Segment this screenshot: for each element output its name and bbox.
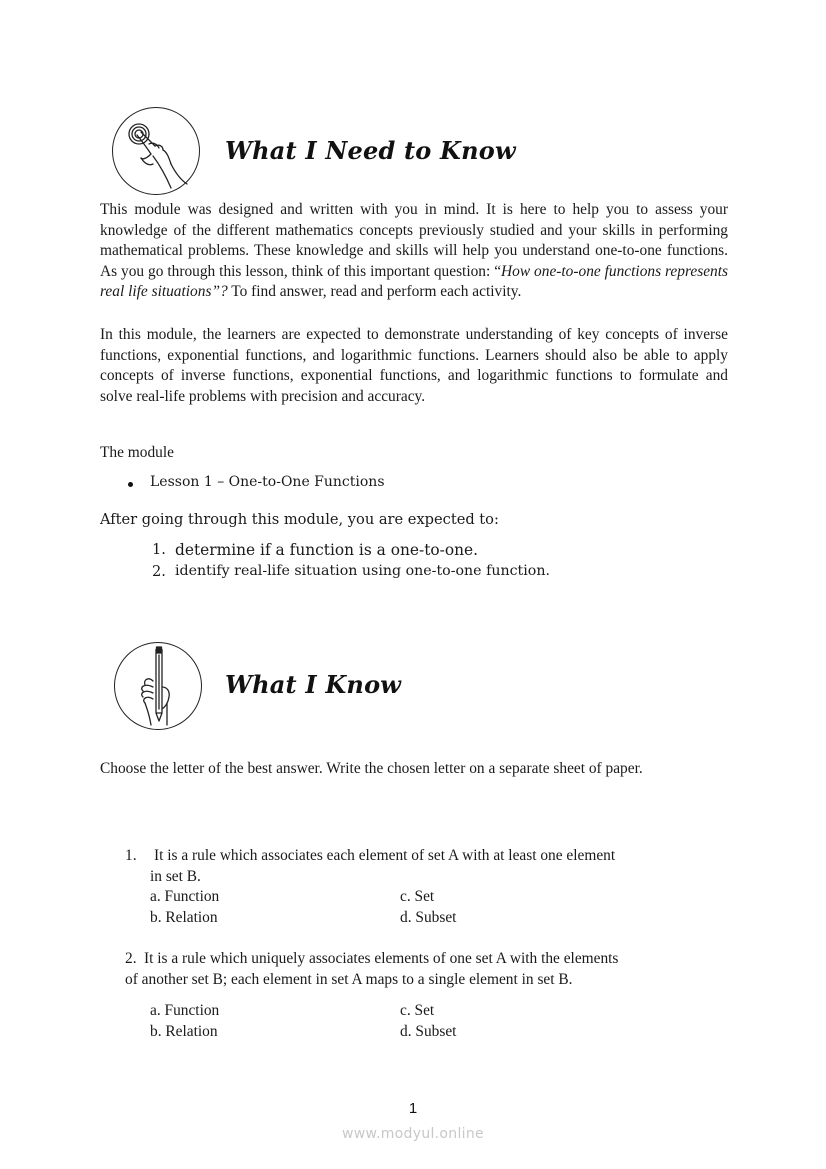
intro-text: This module was designed and written with you in mind. It is here to help you to assess your knowledge of the different mathematics concepts previously studied and your skills in performing mathematical problems. These knowledge and skills will help you understand one-to-one functions. As you go through this lesson, think of this important question: “ — [100, 201, 728, 280]
hand-holding-pencil-icon — [114, 642, 202, 730]
objectives-intro: After going through this module, you are expected to: — [100, 511, 499, 528]
question-number: 2. — [125, 950, 137, 967]
module-label: The module — [100, 444, 174, 461]
choice-d[interactable]: d. Subset — [400, 1023, 457, 1040]
question-text: It is a rule which associates each element of set A with at least one element — [154, 847, 616, 864]
objective-item: identify real-life situation using one-to-one function. — [175, 563, 550, 579]
question-text-cont: of another set B; each element in set A maps to a single element in set B. — [125, 971, 573, 988]
objective-number: 2. — [152, 563, 166, 580]
expectations-paragraph: In this module, the learners are expected to demonstrate understanding of key concepts of inverse functions, exponential functions, and logarithmic functions. Learners should also be able to apply concepts of inverse functions, exponential functions, and logarithmic functions to formulate and solve real-life problems with precision and accuracy. — [100, 326, 728, 405]
choice-d[interactable]: d. Subset — [400, 909, 457, 926]
intro-text-end: To find answer, read and perform each activity. — [227, 283, 522, 301]
objective-number: 1. — [152, 541, 166, 558]
choice-a[interactable]: a. Function — [150, 888, 220, 905]
choice-a[interactable]: a. Function — [150, 1002, 220, 1019]
section-title-what-i-need-to-know: What I Need to Know — [225, 136, 516, 165]
objective-item: determine if a function is a one-to-one. — [175, 541, 479, 559]
instructions-paragraph: Choose the letter of the best answer. Write the chosen letter on a separate sheet of paper. — [100, 760, 643, 777]
question-number: 1. — [125, 847, 137, 864]
watermark: www.modyul.online — [342, 1126, 484, 1142]
key-question: How one-to-one functions represents real life situations”? — [100, 262, 728, 301]
intro-paragraph — [100, 200, 728, 303]
page-number: 1 — [408, 1100, 418, 1117]
hand-pointer-icon — [112, 107, 200, 195]
choice-c[interactable]: c. Set — [400, 888, 435, 905]
section-title-what-i-know: What I Know — [225, 670, 402, 699]
choice-b[interactable]: b. Relation — [150, 909, 218, 926]
choice-b[interactable]: b. Relation — [150, 1023, 218, 1040]
question-text-cont: in set B. — [150, 868, 201, 885]
question-text: It is a rule which uniquely associates elements of one set A with the elements — [144, 950, 619, 967]
lesson-item: Lesson 1 – One-to-One Functions — [150, 474, 385, 490]
choice-c[interactable]: c. Set — [400, 1002, 435, 1019]
bullet-icon — [128, 482, 133, 487]
